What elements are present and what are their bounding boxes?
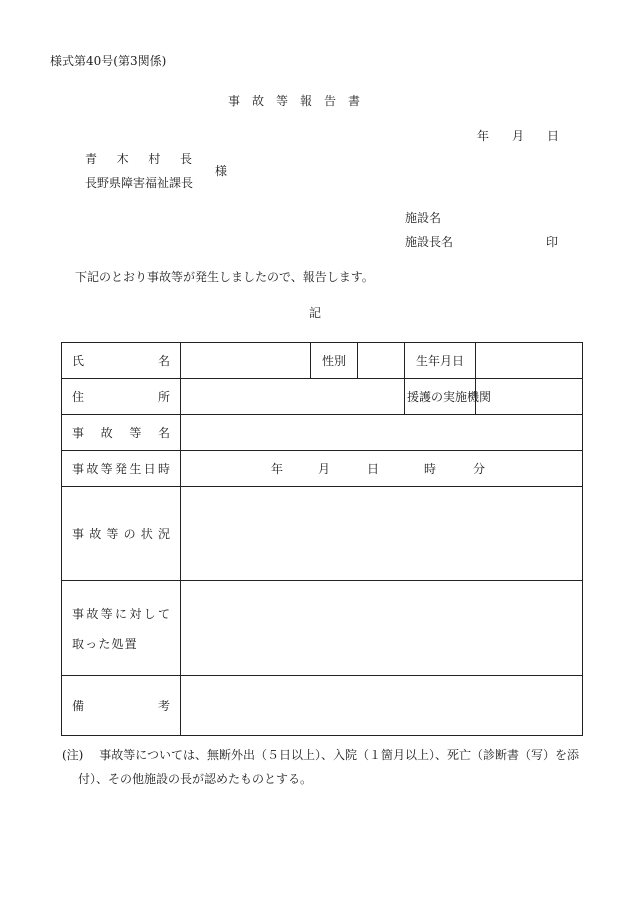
- label-char: 故: [86, 606, 99, 621]
- situation-label-cell: [62, 487, 181, 581]
- sex-value-cell[interactable]: [358, 343, 405, 379]
- name-label-cell: [62, 343, 181, 379]
- label-char: 故: [86, 462, 99, 476]
- datetime-label-cell: [62, 451, 181, 487]
- ki-heading: 記: [309, 306, 322, 320]
- addressee-char: 長: [179, 152, 192, 166]
- addressee-line-2: 長野県障害福祉課長: [85, 176, 194, 190]
- row-datetime: [62, 451, 583, 487]
- label-char: 置: [124, 636, 137, 651]
- label-char: 日: [143, 462, 156, 476]
- facility-head-label: 施設長名: [405, 235, 454, 249]
- row-situation: [62, 487, 583, 581]
- form-number: 様式第40号(第3関係): [50, 54, 167, 68]
- intro-text: 下記のとおり事故等が発生しましたので、報告します。: [75, 270, 374, 284]
- footnote-prefix: (注): [62, 748, 84, 762]
- name-value-cell[interactable]: [181, 343, 311, 379]
- label-char: に: [114, 606, 127, 621]
- situation-value-cell[interactable]: [181, 487, 583, 581]
- addressee-char: 青: [85, 152, 98, 166]
- datetime-year-unit: 年: [271, 462, 284, 476]
- datetime-month-unit: 月: [318, 462, 331, 476]
- label-char: た: [98, 636, 111, 651]
- accident-name-label-cell: [62, 415, 181, 451]
- address-value-cell[interactable]: [181, 379, 405, 415]
- label-char: 状: [140, 527, 153, 541]
- agency-value-cell[interactable]: [476, 379, 583, 415]
- date-month-label: 月: [512, 129, 525, 143]
- footnote-line-1: 事故等については、無断外出（５日以上）、入院（１箇月以上）、死亡（診断書（写）を添: [99, 748, 579, 762]
- label-char: 氏: [72, 354, 85, 368]
- label-char: 発: [114, 462, 127, 476]
- label-char: 名: [157, 426, 170, 440]
- label-char: 処: [111, 636, 124, 651]
- label-char: 事: [72, 426, 85, 440]
- facility-name-label: 施設名: [405, 211, 442, 225]
- label-char: 所: [157, 390, 170, 404]
- remarks-value-cell[interactable]: [181, 676, 583, 736]
- label-char: 等: [100, 606, 113, 621]
- action-label-cell: [62, 581, 181, 676]
- label-char: 住: [72, 390, 85, 404]
- label-char: 対: [129, 606, 142, 621]
- datetime-value-cell[interactable]: [181, 451, 583, 487]
- label-char: 生: [129, 462, 142, 476]
- label-char: 故: [89, 527, 102, 541]
- addressee-honorific: 様: [215, 164, 228, 178]
- label-char: っ: [85, 636, 98, 651]
- sex-label-cell: 性別: [311, 343, 358, 379]
- label-char: 等: [129, 426, 142, 440]
- addressee-char: 木: [116, 152, 129, 166]
- seal-mark: 印: [546, 235, 559, 249]
- label-char: 事: [72, 606, 85, 621]
- row-accident-name: [62, 415, 583, 451]
- row-name: [62, 343, 583, 379]
- label-char: 備: [72, 699, 85, 713]
- row-remarks: [62, 676, 583, 736]
- label-char: 取: [72, 636, 85, 651]
- address-label-cell: [62, 379, 181, 415]
- label-char: 等: [106, 527, 119, 541]
- accident-name-value-cell[interactable]: [181, 415, 583, 451]
- datetime-day-unit: 日: [367, 462, 380, 476]
- label-char: 名: [157, 354, 170, 368]
- label-char: 事: [72, 527, 85, 541]
- date-day-label: 日: [547, 129, 560, 143]
- footnote-line-2: 付）、その他施設の長が認めたものとする。: [78, 772, 313, 786]
- label-char: 事: [72, 462, 85, 476]
- date-year-label: 年: [477, 129, 490, 143]
- birth-value-cell[interactable]: [476, 343, 583, 379]
- birth-label-cell: 生年月日: [405, 343, 476, 379]
- label-char: 時: [157, 462, 170, 476]
- label-char: 故: [100, 426, 113, 440]
- label-char: 況: [157, 527, 170, 541]
- agency-label-cell: 援護の実施機関: [405, 379, 476, 415]
- report-table: [61, 342, 583, 736]
- label-char: て: [157, 606, 170, 621]
- label-char: し: [143, 606, 156, 621]
- label-char: 考: [157, 699, 170, 713]
- datetime-minute-unit: 分: [473, 462, 486, 476]
- datetime-hour-unit: 時: [424, 462, 437, 476]
- row-address: [62, 379, 583, 415]
- row-action: [62, 581, 583, 676]
- label-char: の: [123, 527, 136, 541]
- label-char: 等: [100, 462, 113, 476]
- addressee-line-1: [85, 153, 192, 165]
- document-title: 事 故 等 報 告 書: [228, 94, 361, 108]
- footnote: [62, 743, 582, 791]
- action-value-cell[interactable]: [181, 581, 583, 676]
- remarks-label-cell: [62, 676, 181, 736]
- addressee-char: 村: [148, 152, 161, 166]
